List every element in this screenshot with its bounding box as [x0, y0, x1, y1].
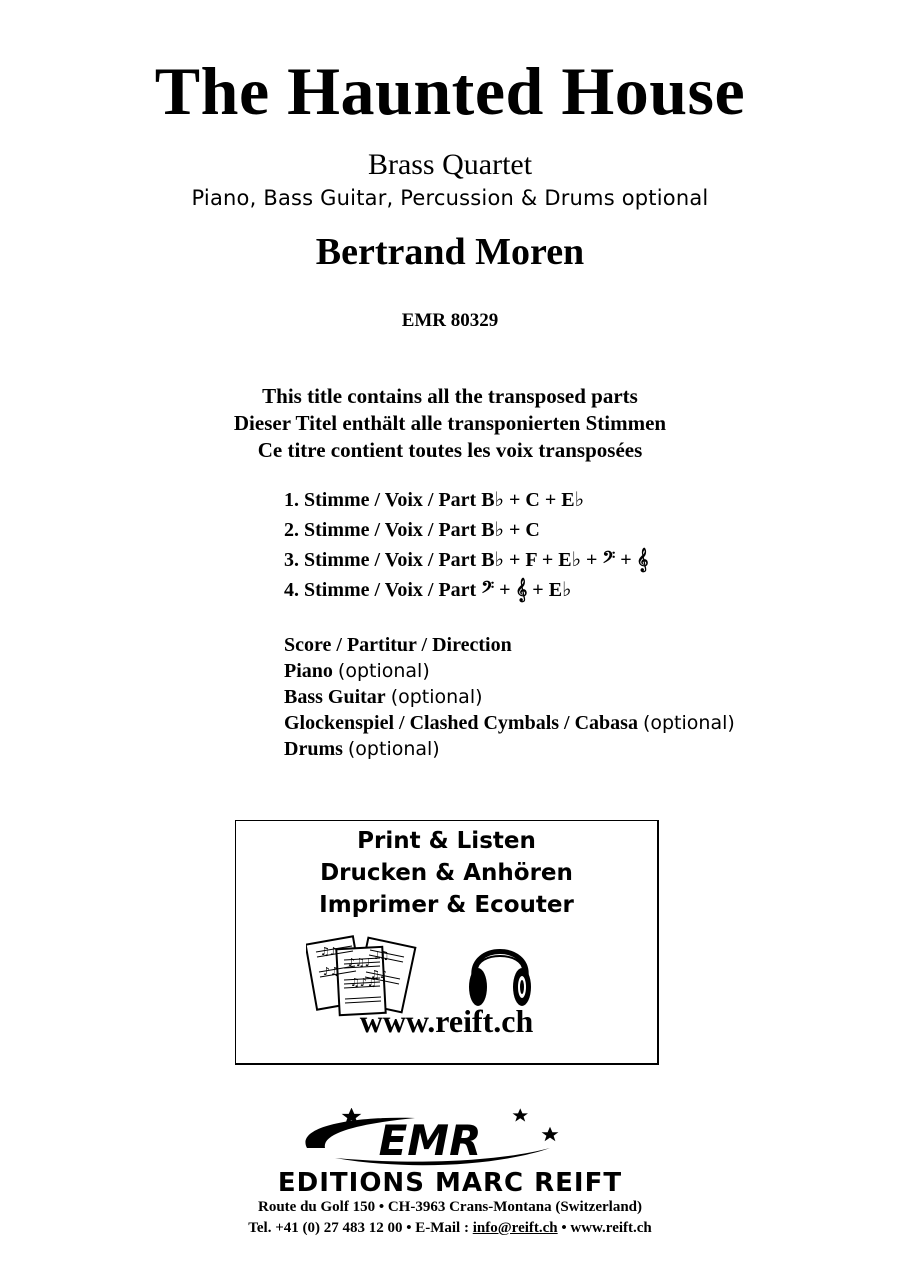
- emr-logo: [295, 1108, 565, 1170]
- publisher-name: EDITIONS MARC REIFT: [277, 1168, 623, 1198]
- print-listen-text: [236, 825, 657, 921]
- notice-fr: Ce titre contient toutes les voix transposées: [257, 438, 643, 462]
- address-line: Route du Golf 150 • CH-3963 Crans-Montana (Switzerland): [258, 1199, 642, 1215]
- instrumentation: Piano, Bass Guitar, Percussion & Drums optional: [191, 186, 709, 210]
- page-title: The Haunted House: [154, 53, 746, 129]
- contact-line: Tel. +41 (0) 27 483 12 00 • E-Mail : info@reift.ch • www.reift.ch: [248, 1220, 652, 1236]
- part-label: 3. Stimme / Voix / Part: [284, 549, 477, 571]
- composer: Bertrand Moren: [315, 231, 585, 273]
- part-keys: B♭ + F + E♭ + 𝄢 + 𝄞: [481, 549, 649, 571]
- additional-parts: [284, 632, 735, 762]
- email-link[interactable]: info@reift.ch: [472, 1220, 558, 1236]
- part-label: 4. Stimme / Voix / Part: [284, 579, 477, 601]
- catalog-number: EMR 80329: [401, 310, 499, 331]
- promo-line-de: Drucken & Anhören: [320, 860, 573, 886]
- part-keys: B♭ + C: [481, 519, 540, 541]
- subtitle: Brass Quartet: [367, 148, 533, 181]
- part-3: [284, 545, 649, 575]
- svg-text:EMR: EMR: [378, 1116, 482, 1165]
- web-text: • www.reift.ch: [561, 1220, 652, 1236]
- extra-score: Score / Partitur / Direction: [284, 634, 512, 656]
- part-2: [284, 515, 649, 545]
- notice-de: Dieser Titel enthält alle transponierten Stimmen: [233, 411, 667, 435]
- svg-text:♫♪: ♫♪: [320, 945, 337, 958]
- part-label: 2. Stimme / Voix / Part: [284, 519, 477, 541]
- promo-line-en: Print & Listen: [357, 828, 536, 854]
- website-link[interactable]: www.reift.ch: [359, 1003, 534, 1039]
- parts-list: [284, 485, 649, 605]
- part-keys: B♭ + C + E♭: [481, 489, 585, 511]
- svg-text:♫♪♫: ♫♪♫: [350, 976, 377, 989]
- transposition-notice: [0, 383, 900, 464]
- extra-piano: Piano (optional): [284, 660, 430, 682]
- svg-text:♩♫: ♩♫: [374, 949, 390, 962]
- part-4: [284, 575, 649, 605]
- print-listen-box: [235, 820, 659, 1065]
- svg-text:♪♫: ♪♫: [323, 965, 340, 978]
- notice-en: This title contains all the transposed parts: [262, 384, 638, 408]
- part-label: 1. Stimme / Voix / Part: [284, 489, 477, 511]
- extra-bass-guitar: Bass Guitar (optional): [284, 686, 483, 708]
- svg-text:♫♪: ♫♪: [370, 968, 387, 981]
- headphones-icon: [464, 931, 536, 1011]
- extra-drums: Drums (optional): [284, 738, 440, 760]
- promo-line-fr: Imprimer & Ecouter: [319, 892, 574, 918]
- part-1: [284, 485, 649, 515]
- publisher-address: [0, 1197, 900, 1239]
- svg-text:♪♫♩: ♪♫♩: [348, 956, 371, 969]
- part-keys: 𝄢 + 𝄞 + E♭: [481, 579, 572, 601]
- extra-percussion: Glockenspiel / Clashed Cymbals / Cabasa (optional): [284, 712, 735, 734]
